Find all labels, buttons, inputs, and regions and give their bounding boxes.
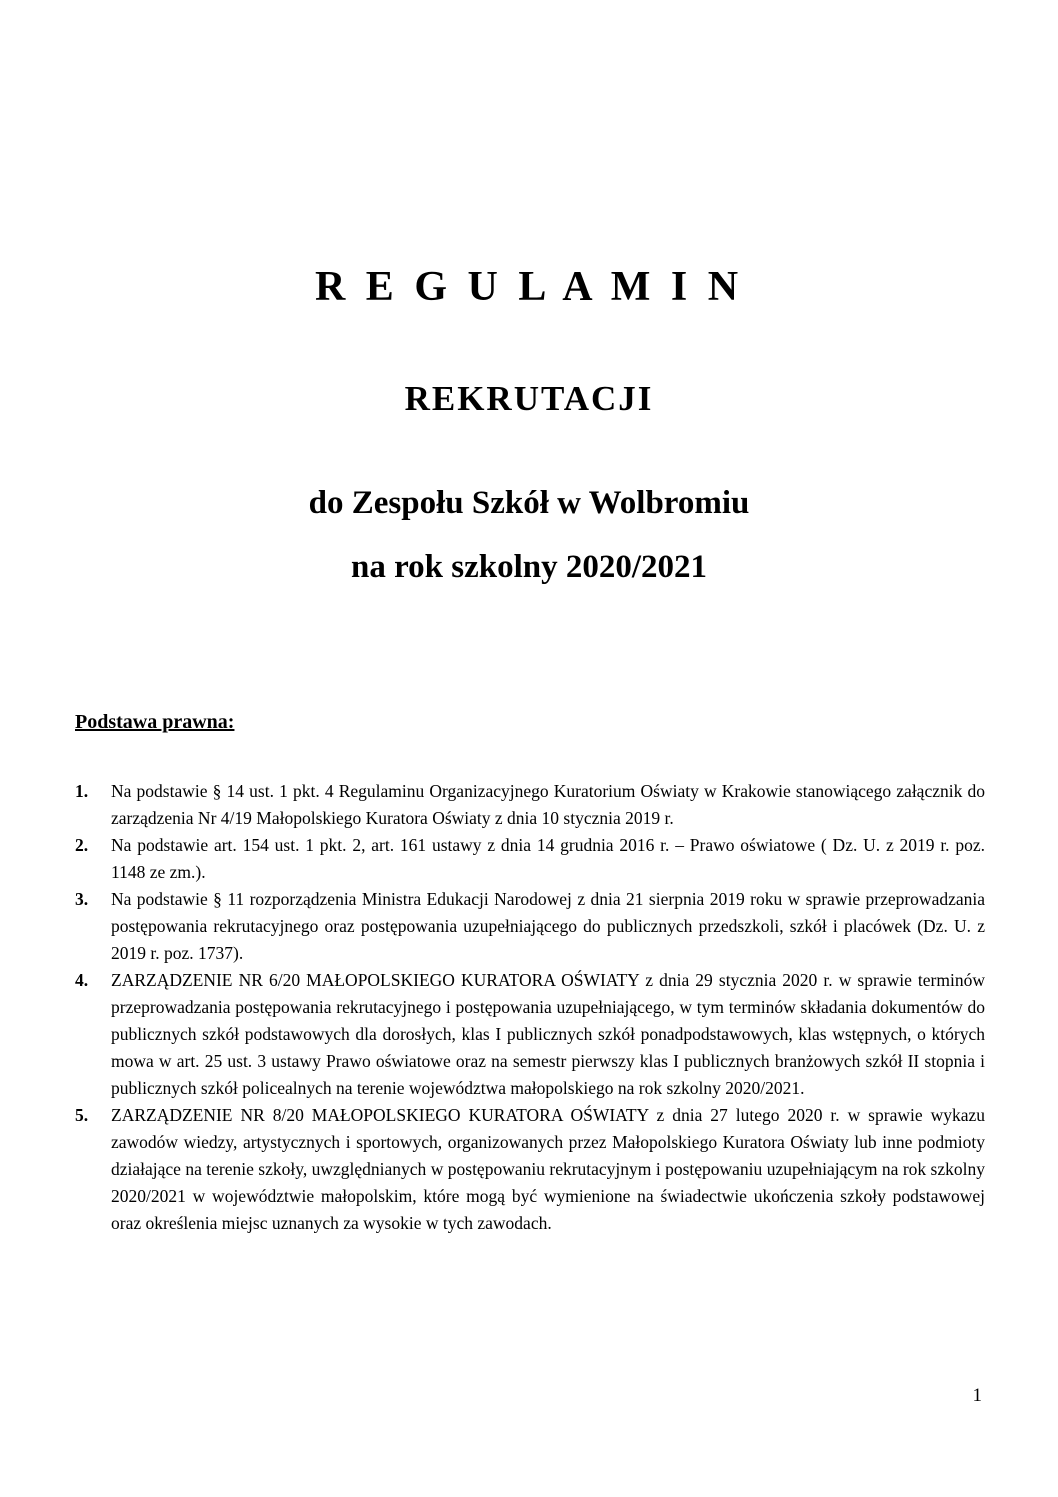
legal-item-text: ZARZĄDZENIE NR 8/20 MAŁOPOLSKIEGO KURATORA OŚWIATY z dnia 27 lutego 2020 r. w sprawie wykazu zawodów wiedzy, artystycznych i sportowych, organizowanych przez Małopolskiego Kuratora Oświaty lub inne podmioty działające na terenie szkoły, uwzględnianych w postępowaniu rekrutacyjnym i postępowaniu uzupełniającym na rok szkolny 2020/2021 w województwie małopolskim, które mogą być wymienione na świadectwie ukończenia szkoły podstawowej oraz określenia miejsc uznanych za wysokie w tych zawodach. [111,1105,985,1234]
legal-item-4 [75,967,985,1102]
legal-item-text: Na podstawie § 14 ust. 1 pkt. 4 Regulaminu Organizacyjnego Kuratorium Oświaty w Krakowie stanowiącego załącznik do zarządzenia Nr 4/19 Małopolskiego Kuratora Oświaty z dnia 10 stycznia 2019 r. [111,781,985,829]
legal-item-1 [75,778,985,832]
legal-basis-list [75,778,985,1237]
page-title: R E G U L A M I N [314,264,744,310]
title-school-line: do Zespołu Szkół w Wolbromiu [308,484,750,521]
legal-item-3 [75,886,985,967]
legal-item-number: 4. [75,970,89,991]
legal-item-number: 1. [75,781,89,802]
legal-item-2 [75,832,985,886]
title-school-year-line: na rok szkolny 2020/2021 [350,548,708,585]
page-number: 1 [972,1385,982,1406]
legal-item-number: 2. [75,835,89,856]
legal-item-text: Na podstawie art. 154 ust. 1 pkt. 2, art. 161 ustawy z dnia 14 grudnia 2016 r. – Prawo oświatowe ( Dz. U. z 2019 r. poz. 1148 ze zm.). [111,835,985,883]
legal-item-5 [75,1102,985,1237]
legal-item-text: ZARZĄDZENIE NR 6/20 MAŁOPOLSKIEGO KURATORA OŚWIATY z dnia 29 stycznia 2020 r. w sprawie terminów przeprowadzania postępowania rekrutacyjnego i postępowania uzupełniającego, w tym terminów składania dokumentów do publicznych szkół podstawowych dla dorosłych, klas I publicznych szkół ponadpodstawowych, klas wstępnych, o których mowa w art. 25 ust. 3 ustawy Prawo oświatowe oraz na semestr pierwszy klas I publicznych branżowych szkół II stopnia i publicznych szkół policealnych na terenie województwa małopolskiego na rok szkolny 2020/2021. [111,970,985,1099]
legal-item-number: 3. [75,889,89,910]
legal-item-number: 5. [75,1105,89,1126]
page-subtitle: REKRUTACJI [404,379,654,419]
document-header [0,0,1058,585]
legal-basis-heading: Podstawa prawna: [75,711,235,734]
legal-item-text: Na podstawie § 11 rozporządzenia Ministra Edukacji Narodowej z dnia 21 sierpnia 2019 roku w sprawie przeprowadzania postępowania rekrutacyjnego oraz postępowania uzupełniającego do publicznych przedszkoli, szkół i placówek (Dz. U. z 2019 r. poz. 1737). [111,889,985,964]
